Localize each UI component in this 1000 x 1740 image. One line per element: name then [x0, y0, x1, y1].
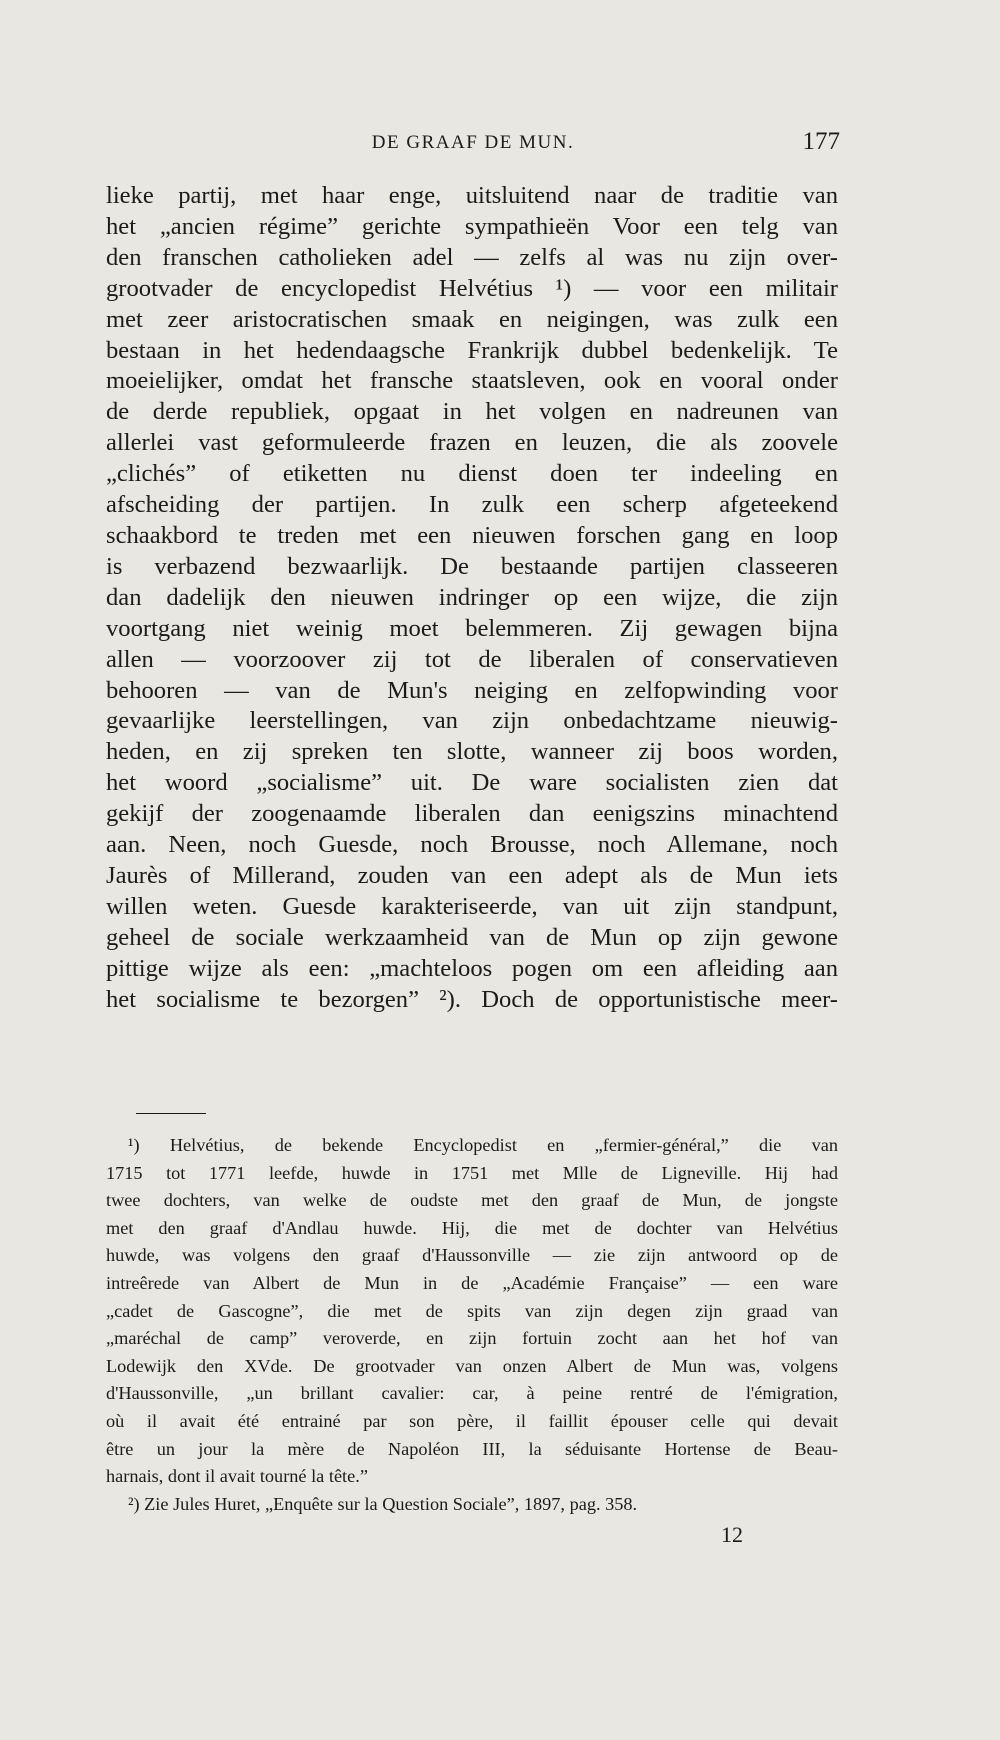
body-line: afscheiding der partijen. In zulk een scherp afgeteekend [106, 491, 838, 519]
footnote-line: intreêrede van Albert de Mun in de „Académie Française” — een ware [106, 1272, 838, 1293]
footnote-line: twee dochters, van welke de oudste met den graaf de Mun, de jongste [106, 1190, 838, 1211]
body-line: den franschen catholieken adel — zelfs al was nu zijn over- [106, 243, 838, 271]
footnote-line: être un jour la mère de Napoléon III, la séduisante Hortense de Beau- [106, 1438, 838, 1459]
body-text [106, 181, 838, 1015]
body-line: gevaarlijke leerstellingen, van zijn onbedachtzame nieuwig- [106, 707, 838, 735]
body-line: gekijf der zoogenaamde liberalen dan eenigszins minachtend [106, 800, 838, 828]
body-line: geheel de sociale werkzaamheid van de Mun op zijn gewone [106, 923, 838, 951]
body-line: moeielijker, omdat het fransche staatsleven, ook en vooral onder [106, 367, 838, 395]
body-line: allerlei vast geformuleerde frazen en leuzen, die als zoovele [106, 429, 838, 457]
body-line: dan dadelijk den nieuwen indringer op een wijze, die zijn [106, 583, 838, 611]
footnote-line: ¹) Helvétius, de bekende Encyclopedist en „fermier-général,” die van [128, 1135, 838, 1155]
body-line: het woord „socialisme” uit. De ware socialisten zien dat [106, 769, 838, 797]
footnote-line: ²) Zie Jules Huret, „Enquête sur la Question Sociale”, 1897, pag. 358. [128, 1493, 638, 1514]
footnotes [106, 1132, 838, 1518]
body-line: heden, en zij spreken ten slotte, wanneer zij boos worden, [106, 738, 838, 766]
page-number: 177 [802, 128, 840, 155]
body-line: bestaan in het hedendaagsche Frankrijk dubbel bedenkelijk. Te [106, 336, 838, 364]
body-line: is verbazend bezwaarlijk. De bestaande partijen classeeren [106, 552, 838, 580]
footnote-line: harnais, dont il avait tourné la tête.” [106, 1466, 368, 1487]
body-line: het socialisme te bezorgen” ²). Doch de opportunistische meer- [106, 985, 838, 1013]
body-line: het „ancien régime” gerichte sympathieën Voor een telg van [106, 212, 838, 240]
footnote-divider [136, 1113, 206, 1114]
body-line: pittige wijze als een: „machteloos pogen om een afleiding aan [106, 954, 838, 982]
body-line: grootvader de encyclopedist Helvétius ¹) — voor een militair [106, 274, 838, 302]
body-line: behooren — van de Mun's neiging en zelfopwinding voor [106, 676, 838, 704]
body-line: lieke partij, met haar enge, uitsluitend naar de traditie van [106, 182, 838, 209]
footnote-line: 1715 tot 1771 leefde, huwde in 1751 met Mlle de Ligneville. Hij had [106, 1162, 838, 1183]
footnote-line: met den graaf d'Andlau huwde. Hij, die met de dochter van Helvétius [106, 1217, 838, 1238]
footnote-line: d'Haussonville, „un brillant cavalier: car, à peine rentré de l'émigration, [106, 1383, 838, 1404]
body-line: de derde republiek, opgaat in het volgen en nadreunen van [106, 398, 838, 426]
running-title: DE GRAAF DE MUN. [371, 132, 575, 153]
footnote-line: huwde, was volgens den graaf d'Haussonville — zie zijn antwoord op de [106, 1245, 838, 1266]
body-line: met zeer aristocratischen smaak en neigingen, was zulk een [106, 305, 838, 333]
footnote-line: où il avait été entrainé par son père, il faillit épouser celle qui devait [106, 1410, 838, 1431]
footnote-line: „maréchal de camp” veroverde, en zijn fortuin zocht aan het hof van [106, 1328, 838, 1349]
footnote-line: „cadet de Gascogne”, die met de spits van zijn degen zijn graad van [106, 1300, 838, 1321]
body-line: „clichés” of etiketten nu dienst doen ter indeeling en [106, 460, 838, 488]
body-line: schaakbord te treden met een nieuwen forschen gang en loop [106, 521, 838, 549]
page-header [106, 128, 840, 158]
body-line: Jaurès of Millerand, zouden van een adept als de Mun iets [106, 861, 838, 889]
body-line: voortgang niet weinig moet belemmeren. Zij gewagen bijna [106, 614, 838, 642]
body-line: aan. Neen, noch Guesde, noch Brousse, noch Allemane, noch [106, 831, 838, 859]
body-line: willen weten. Guesde karakteriseerde, van uit zijn standpunt, [106, 892, 838, 920]
footnote-line: Lodewijk den XVde. De grootvader van onzen Albert de Mun was, volgens [106, 1355, 838, 1376]
body-line: allen — voorzoover zij tot de liberalen of conservatieven [106, 645, 838, 673]
signature-mark: 12 [721, 1522, 743, 1547]
